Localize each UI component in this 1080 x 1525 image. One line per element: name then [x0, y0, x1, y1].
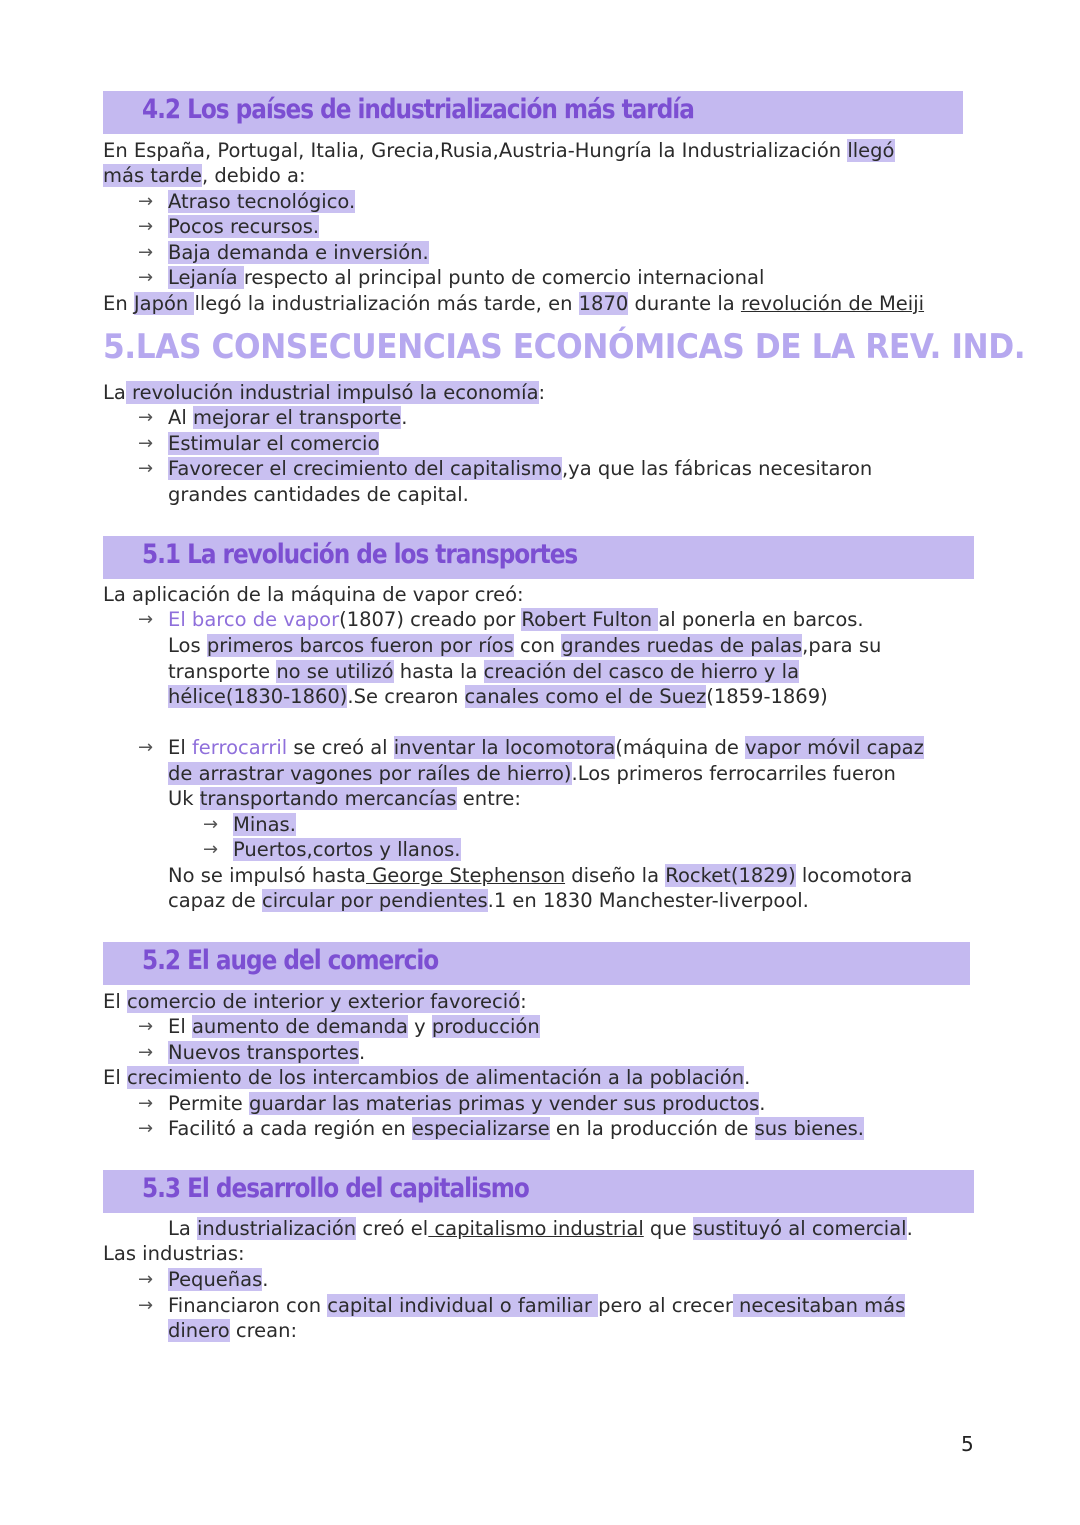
arrow-icon: →	[138, 1042, 154, 1063]
page-number: 5	[961, 1432, 974, 1456]
list-item: Lejanía respecto al principal punto de comercio internacional	[168, 266, 765, 289]
text-line: capaz de circular por pendientes.1 en 1830 Manchester-liverpool.	[168, 889, 809, 912]
list-item-continuation: grandes cantidades de capital.	[168, 483, 469, 506]
arrow-icon: →	[138, 1118, 154, 1139]
arrow-icon: →	[203, 814, 219, 835]
list-item: Minas.	[233, 813, 296, 836]
section-title-5-3: 5.3 El desarrollo del capitalismo	[142, 1173, 529, 1204]
list-item: El ferrocarril se creó al inventar la locomotora(máquina de vapor móvil capaz	[168, 736, 924, 759]
arrow-icon: →	[138, 191, 154, 212]
text-line: El comercio de interior y exterior favoreció:	[103, 990, 527, 1013]
arrow-icon: →	[203, 839, 219, 860]
arrow-icon: →	[138, 433, 154, 454]
arrow-icon: →	[138, 1093, 154, 1114]
arrow-icon: →	[138, 609, 154, 630]
list-item: Favorecer el crecimiento del capitalismo,ya que las fábricas necesitaron	[168, 457, 873, 480]
list-item: Pequeñas.	[168, 1268, 269, 1291]
text-line: más tarde, debido a:	[103, 164, 306, 187]
list-item: Permite guardar las materias primas y vender sus productos.	[168, 1092, 766, 1115]
text-line: No se impulsó hasta George Stephenson diseño la Rocket(1829) locomotora	[168, 864, 913, 887]
text-line: El crecimiento de los intercambios de alimentación a la población.	[103, 1066, 751, 1089]
arrow-icon: →	[138, 737, 154, 758]
text-line: Los primeros barcos fueron por ríos con grandes ruedas de palas,para su	[168, 634, 882, 657]
arrow-icon: →	[138, 242, 154, 263]
text-line: de arrastrar vagones por raíles de hierro).Los primeros ferrocarriles fueron	[168, 762, 896, 785]
list-item: El aumento de demanda y producción	[168, 1015, 540, 1038]
arrow-icon: →	[138, 1295, 154, 1316]
list-item: Pocos recursos.	[168, 215, 320, 238]
section-title-5-1: 5.1 La revolución de los transportes	[142, 539, 578, 570]
list-item: Al mejorar el transporte.	[168, 406, 408, 429]
text-line: La revolución industrial impulsó la economía:	[103, 381, 546, 404]
list-item: El barco de vapor(1807) creado por Robert Fulton al ponerla en barcos.	[168, 608, 864, 631]
chapter-title-5: 5.LAS CONSECUENCIAS ECONÓMICAS DE LA REV. IND.	[103, 327, 1026, 367]
list-item: Nuevos transportes.	[168, 1041, 366, 1064]
list-item: Financiaron con capital individual o familiar pero al crecer necesitaban más	[168, 1294, 906, 1317]
list-item: Puertos,cortos y llanos.	[233, 838, 461, 861]
arrow-icon: →	[138, 1269, 154, 1290]
text-line: Uk transportando mercancías entre:	[168, 787, 521, 810]
arrow-icon: →	[138, 216, 154, 237]
arrow-icon: →	[138, 267, 154, 288]
text-line: La aplicación de la máquina de vapor creó:	[103, 583, 524, 606]
text-line: Las industrias:	[103, 1242, 245, 1265]
text-line: La industrialización creó el capitalismo industrial que sustituyó al comercial.	[168, 1217, 913, 1240]
text-line: En Japón llegó la industrialización más tarde, en 1870 durante la revolución de Meiji	[103, 292, 925, 315]
section-title-5-2: 5.2 El auge del comercio	[142, 945, 439, 976]
section-title-4-2: 4.2 Los países de industrialización más tardía	[142, 94, 694, 125]
arrow-icon: →	[138, 1016, 154, 1037]
arrow-icon: →	[138, 407, 154, 428]
arrow-icon: →	[138, 458, 154, 479]
list-item: Atraso tecnológico.	[168, 190, 356, 213]
text-line: transporte no se utilizó hasta la creación del casco de hierro y la	[168, 660, 800, 683]
list-item: Facilitó a cada región en especializarse en la producción de sus bienes.	[168, 1117, 864, 1140]
text-line: hélice(1830-1860).Se crearon canales como el de Suez(1859-1869)	[168, 685, 828, 708]
list-item: Baja demanda e inversión.	[168, 241, 429, 264]
list-item-continuation: dinero crean:	[168, 1319, 298, 1342]
text-line: En España, Portugal, Italia, Grecia,Rusia,Austria-Hungría la Industrialización llegó	[103, 139, 895, 162]
list-item: Estimular el comercio	[168, 432, 380, 455]
